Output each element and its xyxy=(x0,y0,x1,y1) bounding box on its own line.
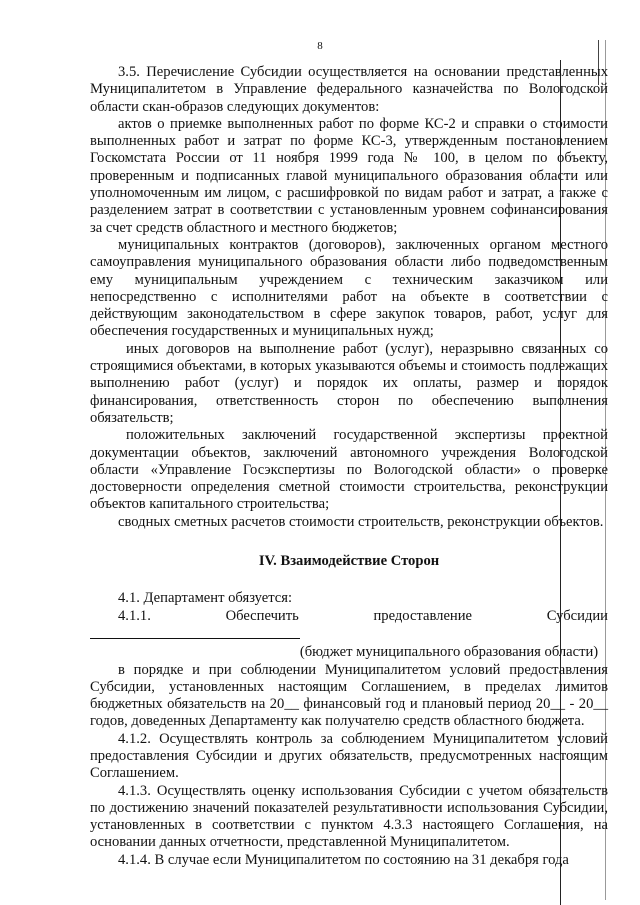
paragraph-acts: актов о приемке выполненных работ по форме КС-2 и справки о стоимости выполненных работ и затрат по форме КС-3, утвержденным постановлением Госкомстата России от 11 ноября 1999 года № 100, в целом по объекту, проверенным и подписанных главой муниципального образования области или уполномоченным им лицом, с расшифровкой по видам работ и затрат, а также с разделением затрат в соответствии с установленным уровнем софинансирования за счет средств областного и местного бюджетов; xyxy=(90,115,608,236)
paragraph-4-1-1-text: 4.1.1. Обеспечить предоставление Субсидии xyxy=(118,607,608,624)
paragraph-4-1-3: 4.1.3. Осуществлять оценку использования Субсидии с учетом обязательств по достижению значений показателей результативности использования Субсидии, установленных в соответствии с пунктом 4.3.3 настоящего Соглашения, на основании данных отчетности, представленной Муниципалитетом. xyxy=(90,782,608,851)
section-heading: IV. Взаимодействие Сторон xyxy=(258,553,440,570)
paragraph-other-agreements: иных договоров на выполнение работ (услуг), неразрывно связанных со строящимися объектами, в которых указываются объемы и стоимость подлежащих выполнению работ (услуг) и порядок их оплаты, размер и порядок финансирования, ответственность сторон по обеспечению выполнения обязательств; xyxy=(90,340,608,426)
paragraph-4-1-1-subscript: (бюджет муниципального образования области) xyxy=(299,644,599,661)
paragraph-expert-conclusions: положительных заключений государственной экспертизы проектной документации объектов, заключений автономного учреждения Вологодской области «Управление Госэкспертизы по Вологодской области» о проверке достоверности определения сметной стоимости строительства, реконструкции объектов капитального строительства; xyxy=(90,427,608,513)
page-number: 8 xyxy=(317,40,323,52)
paragraph-4-1-2: 4.1.2. Осуществлять контроль за соблюдением Муниципалитетом условий предоставления Субсидии и других обязательств, предусмотренных настоящим Соглашением. xyxy=(90,730,608,782)
document-body xyxy=(90,64,608,869)
paragraph-4-1-1-continued: в порядке и при соблюдении Муниципалитетом условий предоставления Субсидии, установленных настоящим Соглашением, в пределах лимитов бюджетных обязательств на 20__ финансовый год и плановый период 20__ - 20__ годов, доведенных Департаменту как получателю средств областного бюджета. xyxy=(90,661,608,730)
paragraph-contracts: муниципальных контрактов (договоров), заключенных органом местного самоуправления муниципального образования области либо подведомственным ему муниципальным учреждением с техническим заказчиком или непосредственно с исполнителями работ на объекте в соответствии с действующим законодательством в сфере закупок товаров, работ, услуг для обеспечения государственных и муниципальных нужд; xyxy=(90,236,608,340)
paragraph-4-1: 4.1. Департамент обязуется: xyxy=(118,590,293,607)
fill-in-blank-line xyxy=(90,625,300,639)
paragraph-estimates: сводных сметных расчетов стоимости строительств, реконструкции объектов. xyxy=(118,513,604,530)
paragraph-4-1-1 xyxy=(90,608,608,645)
paragraph-3-5: 3.5. Перечисление Субсидии осуществляется на основании представленных Муниципалитетом в Управление федерального казначейства по Вологодской области скан-образов следующих документов: xyxy=(90,64,608,115)
paragraph-4-1-4: 4.1.4. В случае если Муниципалитетом по состоянию на 31 декабря года xyxy=(118,851,569,868)
